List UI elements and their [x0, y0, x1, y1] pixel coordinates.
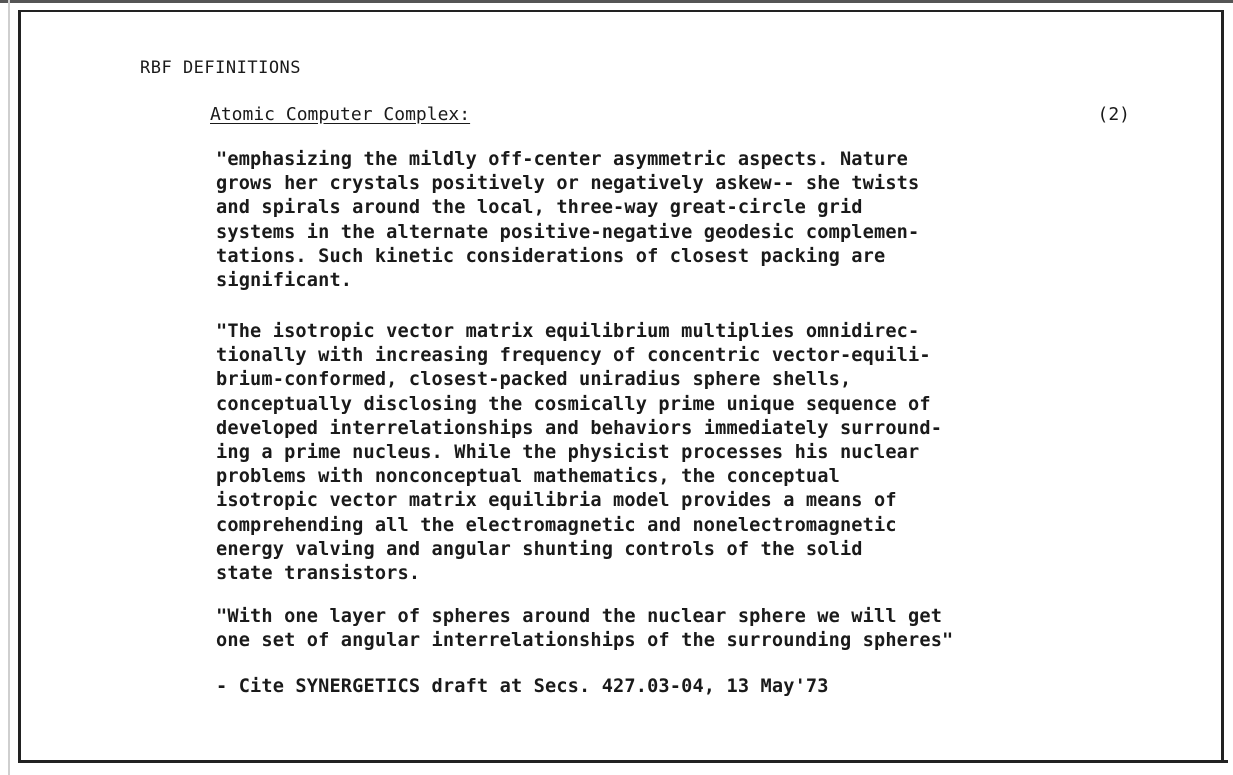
section-title: Atomic Computer Complex: [210, 104, 471, 125]
page-number: (2) [1097, 104, 1130, 125]
quote-paragraph-2: "The isotropic vector matrix equilibrium multiplies omnidirec- tionally with increasing frequency of concentric vector-equili- brium-conformed, closest-packed uniradius sphere shells, conceptually disclosing the cosmically prime unique sequence of developed interrelationships and behaviors immediately surround- ing a prime nucleus. While the physicist processes his nuclear problems with nonconceptual mathematics, the conceptual isotropic vector matrix equilibria model provides a means of comprehending all the electromagnetic and nonelectromagnetic energy valving and angular shunting controls of the solid state transistors. [216, 321, 943, 585]
document-header: RBF DEFINITIONS [140, 58, 302, 78]
quote-paragraph-3: "With one layer of spheres around the nuclear sphere we will get one set of angular interrelationships of the surrounding spheres" [216, 606, 954, 652]
citation: - Cite SYNERGETICS draft at Secs. 427.03-04, 13 May'73 [216, 676, 829, 697]
card-bottom-rule [18, 760, 1228, 763]
quote-paragraph-1: "emphasizing the mildly off-center asymmetric aspects. Nature grows her crystals positively or negatively askew-- she twists and spirals around the local, three-way great-circle grid systems in the alternate positive-negative geodesic complemen- tations. Such kinetic considerations of closest packing are significant. [216, 149, 920, 292]
page-left-edge [8, 0, 10, 775]
subtitle-row [210, 104, 1130, 128]
page-top-edge [0, 0, 1233, 3]
